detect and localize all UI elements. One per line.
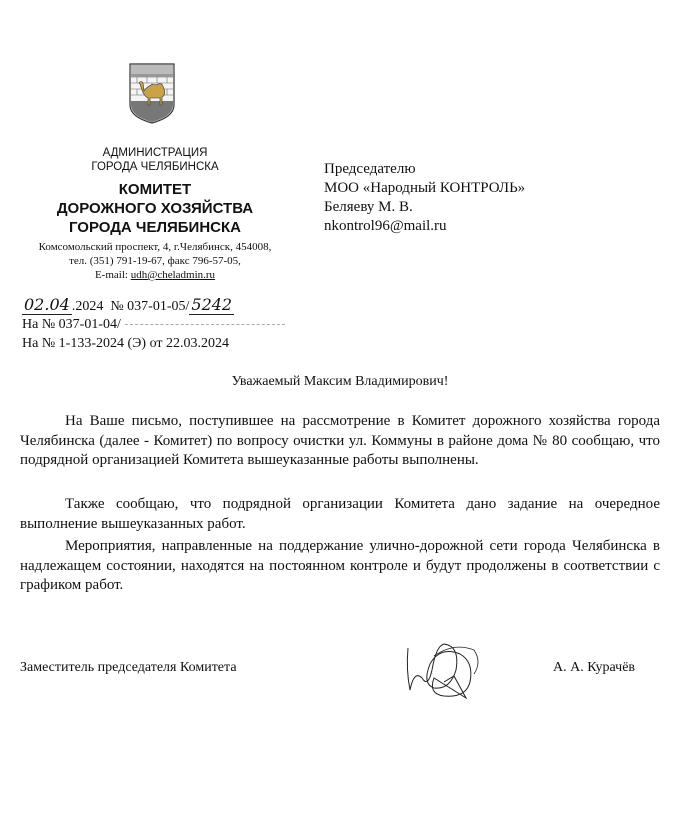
body-paragraph-3: Мероприятия, направленные на поддержание улично-дорожной сети города Челябинска в надлежащем состоянии, находятся на постоянном контроле и будут продолжены в соответствии с графиком работ. [20,538,660,593]
email-label: E-mail: [94,269,131,281]
committee-line-3: ГОРОДА ЧЕЛЯБИНСКА [68,219,241,236]
reply-internal-number: На № 037-01-04/ [22,317,121,332]
handwritten-date: 02.04 [24,295,70,314]
body-paragraph-1: На Ваше письмо, поступившее на рассмотрение в Комитет дорожного хозяйства города Челябинска (далее - Комитет) по вопросу очистки ул. Коммуны в районе дома № 80 сообщаю, что подрядной организацией Комитета вышеуказанные работы выполнены. [20,413,660,468]
date-year: .2024 [71,299,104,314]
signatory-position: Заместитель председателя Комитета [20,660,237,675]
body-paragraph-2: Также сообщаю, что подрядной организации Комитета дано задание на очередное выполнение вышеуказанных работ. [20,496,660,532]
recipient-block [324,160,525,236]
recipient-email[interactable]: nkontrol96@mail.ru [324,218,447,234]
outgoing-registration [22,296,234,315]
reply-external-number: На № 1-133-2024 (Э) от 22.03.2024 [22,336,230,351]
committee-line-2: ДОРОЖНОГО ХОЗЯЙСТВА [56,200,254,217]
reply-internal-line [22,316,285,333]
recipient-organization: МОО «Народный КОНТРОЛЬ» [324,180,526,196]
committee-address [20,240,290,282]
greeting: Уважаемый Максим Владимирович! [231,374,449,389]
administration-heading [20,146,290,174]
blank-field [125,324,285,325]
address-line-2: тел. (351) 791-19-67, факс 796-57-05, [69,255,241,267]
coat-of-arms-emblem [127,61,177,125]
admin-line-2: ГОРОДА ЧЕЛЯБИНСКА [91,161,219,173]
admin-line-1: АДМИНИСТРАЦИЯ [102,147,208,159]
signatory-name: А. А. Курачёв [553,660,636,675]
handwritten-number: 5242 [191,295,233,314]
recipient-title: Председателю [324,161,416,177]
email-link[interactable]: udh@cheladmin.ru [130,269,216,281]
address-line-1: Комсомольский проспект, 4, г.Челябинск, 454008, [38,241,272,253]
outgoing-number: № 037-01-05/ [110,299,190,314]
email-line [20,268,290,282]
handwritten-signature [404,640,488,702]
committee-line-1: КОМИТЕТ [118,181,192,198]
recipient-name: Беляеву М. В. [324,199,413,215]
committee-heading [20,180,290,237]
